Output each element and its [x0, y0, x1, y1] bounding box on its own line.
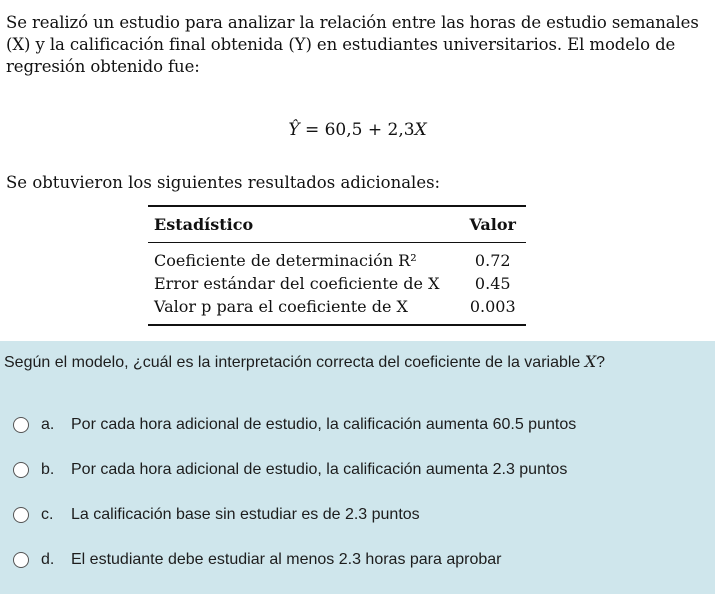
option-text: Por cada hora adicional de estudio, la calificación aumenta 60.5 puntos [71, 416, 577, 433]
option-text: El estudiante debe estudiar al menos 2.3 horas para aprobar [71, 551, 502, 568]
table-cell-value: 0.72 [474, 251, 511, 270]
table-row [148, 243, 526, 273]
regression-formula [0, 120, 715, 140]
radio-button[interactable] [13, 552, 29, 568]
formula-rhs: = 60,5 + 2,3 [304, 120, 415, 140]
radio-button[interactable] [13, 462, 29, 478]
question-body: Según el modelo, ¿cuál es la interpretación correcta del coeficiente de la variable [4, 354, 581, 371]
option-c[interactable] [13, 504, 576, 526]
table-header-statistic: Estadístico [148, 206, 445, 243]
after-formula-text: Se obtuvieron los siguientes resultados adicionales: [6, 173, 441, 192]
question-text [4, 352, 605, 372]
answer-options [13, 414, 576, 594]
table-cell-label: Valor p para el coeficiente de X [148, 295, 445, 325]
option-letter: a. [41, 416, 55, 433]
option-letter: d. [41, 551, 55, 568]
table-cell-value: 0.45 [474, 274, 511, 293]
option-text: Por cada hora adicional de estudio, la calificación aumenta 2.3 puntos [71, 461, 568, 478]
radio-button[interactable] [13, 507, 29, 523]
option-d[interactable] [13, 549, 576, 571]
statistics-table [148, 205, 526, 326]
option-text: La calificación base sin estudiar es de 2.3 puntos [71, 506, 420, 523]
table-row [148, 295, 526, 325]
radio-button[interactable] [13, 417, 29, 433]
formula-var: X [414, 120, 427, 140]
table-cell-label: Coeficiente de determinación R² [154, 251, 417, 270]
question-end: ? [596, 354, 606, 371]
option-letter: c. [41, 506, 54, 523]
table-cell-value: 0.003 [445, 295, 526, 325]
question-variable: X [584, 352, 597, 371]
option-b[interactable] [13, 459, 576, 481]
table-header-value: Valor [445, 206, 526, 243]
option-letter: b. [41, 461, 55, 478]
intro-text: Se realizó un estudio para analizar la relación entre las horas de estudio semanales (X) y la calificación final obtenida (Y) en estudiantes universitarios. El modelo de regresión obtenido fue: [6, 13, 699, 76]
option-a[interactable] [13, 414, 576, 436]
formula-lhs: Ŷ [288, 120, 300, 140]
table-row [148, 272, 526, 295]
table-cell-label: Error estándar del coeficiente de X [154, 274, 440, 293]
